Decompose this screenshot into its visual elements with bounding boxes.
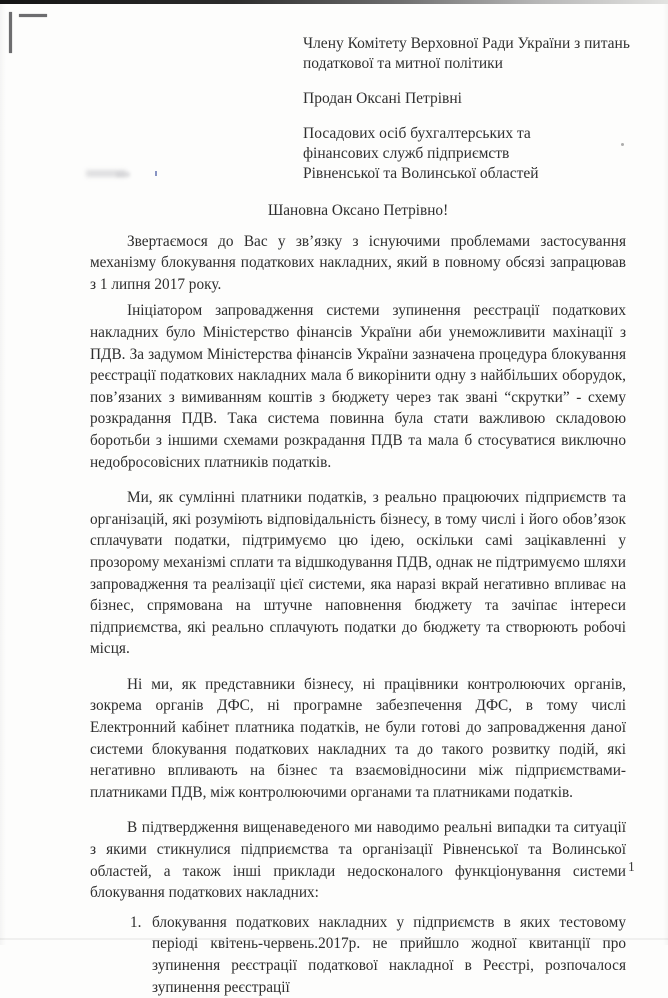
- letter-body: [90, 200, 626, 998]
- scan-edge-top: [0, 0, 668, 4]
- page-number: 1: [628, 859, 635, 874]
- paragraph-5: В підтвердження вищенаведеного ми наводимо реальні випадки та ситуації з якими стикнулися підприємства та організації Рівненської та Волинської областей, а також інші приклади недосконалого функціонування системи блокування податкових накладних:: [90, 819, 626, 902]
- corner-mark-vertical: [9, 12, 12, 53]
- corner-mark-horizontal: [19, 14, 47, 17]
- paragraph-2: Ініціатором запровадження системи зупинення реєстрації податкових накладних було Міністерство фінансів України аби унеможливити махінації з ПДВ. За задумом Міністерства фінансів України зазначена процедура блокування реєстрації податкових накладних мала б викорінити одну з найбільших оборудок, пов’язаних з вимиванням коштів з бюджету через так звані “скрутки” - схему розкрадання ПДВ. Така система повинна була стати важливою складовою боротьби з іншими схемами розкрадання ПДВ та мала б стосуватися виключно недобросовісних платників податків.: [90, 302, 626, 471]
- scan-smudge-small: [116, 172, 130, 177]
- recipient-name: Продан Оксані Петрівні: [303, 90, 462, 107]
- recipient-committee-line2: податкової та митної політики: [303, 55, 503, 72]
- salutation: Шановна Оксано Петрівно!: [267, 202, 449, 219]
- sender-line3: Рівненської та Волинської областей: [303, 165, 539, 182]
- numbered-list: [90, 912, 626, 998]
- address-spacer: [303, 109, 633, 124]
- recipient-block: [303, 34, 633, 184]
- ink-mark: [155, 171, 157, 176]
- paragraph-1: Звертаємося до Вас у зв’язку з існуючими проблемами застосування механізму блокування податкових накладних, який в повному обсязі запрацював з 1 липня 2017 року.: [90, 232, 626, 293]
- sender-line2: фінансових служб підприємств: [303, 145, 510, 162]
- address-spacer: [303, 74, 633, 89]
- list-item: [130, 912, 626, 998]
- scan-edge-bottom: [0, 938, 668, 940]
- sender-line1: Посадових осіб бухгалтерських та: [303, 125, 531, 142]
- paragraph-3: Ми, як сумлінні платники податків, з реально працюючих підприємств та організацій, які розуміють відповідальність бізнесу, в тому числі і його обов’язок сплачувати податки, підтримуємо цю ідею, оскільки самі зацікавленні у прозорому механізмі сплати та відшкодування ПДВ, однак не підтримуємо шляхи запровадження та реалізації цієї системи, яка наразі вкрай негативно впливає на бізнес, спрямована на штучне наповнення бюджету та зачіпає інтереси підприємства, які реально сплачують податки до бюджету та створюють робочі місця.: [90, 489, 626, 658]
- list-item-text: блокування податкових накладних у підприємств в яких тестовому періоді квітень-червень.2017р. не прийшло жодної квитанції про зупинення реєстрації податкової накладної в Реєстрі, розпочалося зупинення реєстрації: [152, 913, 626, 996]
- paragraph-4: Ні ми, як представники бізнесу, ні працівники контролюючих органів, зокрема органів ДФС, ні програмне забезпечення ДФС, в тому числі Електронний кабінет платника податків, не були готові до запровадження даної системи блокування податкових накладних та до такого розвитку подій, які негативно впливають на бізнес та взаємовідносини між підприємствами-платниками ПДВ, між контролюючими органами та платниками податків.: [90, 675, 626, 801]
- recipient-committee-line1: Члену Комітету Верховної Ради України з питань: [303, 35, 630, 52]
- list-item-marker: 1.: [130, 913, 142, 931]
